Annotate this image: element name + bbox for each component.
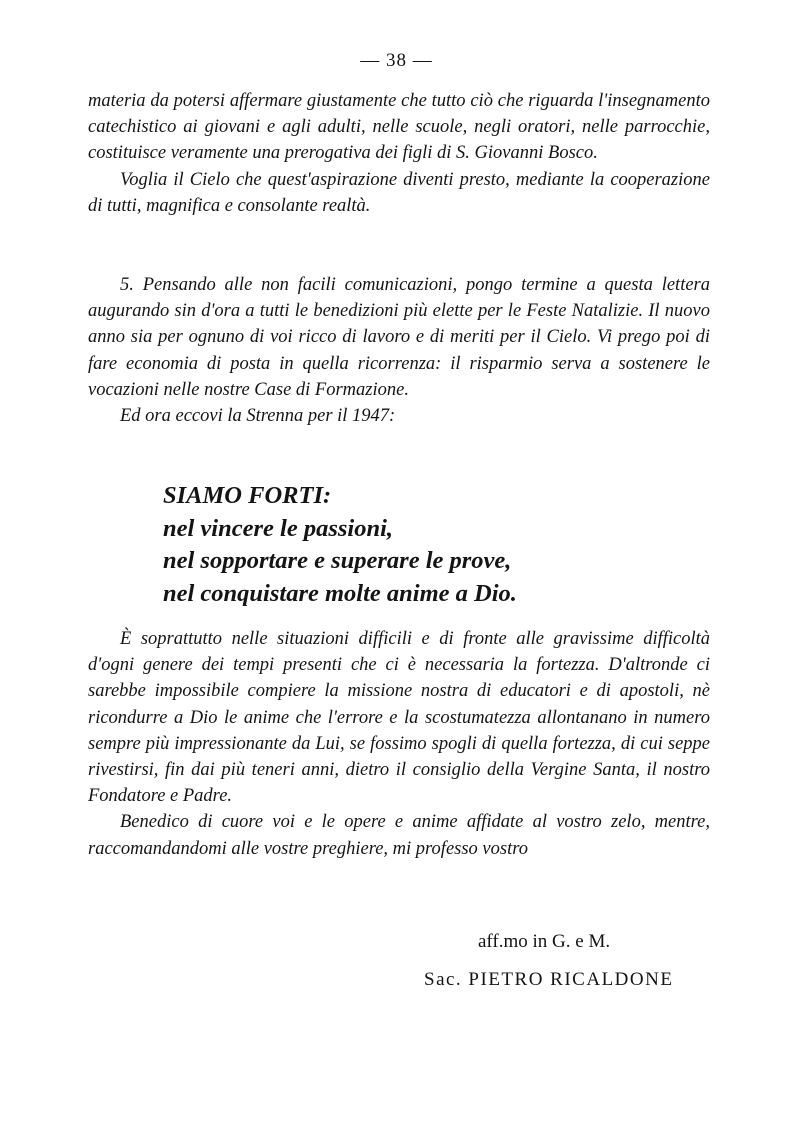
text-block-middle — [88, 272, 710, 429]
paragraph-strenna-intro: Ed ora eccovi la Strenna per il 1947: — [120, 406, 396, 427]
strenna-line-3: nel conquistare molte anime a Dio. — [163, 579, 517, 607]
paragraph-continuation: materia da potersi affermare giustamente che tutto ciò che riguarda l'insegnamento catechistico ai giovani e agli adulti, nelle scuole, negli oratori, nelle parrocchie, costituisce veramente una prerogativa dei figli di S. Giovanni Bosco. — [88, 91, 710, 164]
paragraph-fortezza: È soprattutto nelle situazioni difficili e di fronte alle gravissime difficoltà d'ogni genere dei tempi presenti che ci è necessaria la fortezza. D'altronde ci sarebbe impossibile compiere la missione nostra di educatori e di apostoli, nè ricondurre a Dio le anime che l'errore e la scostumatezza allontanano in numero sempre più impressionante da Lui, se fossimo spogli di quella fortezza, di cui seppe rivestirsi, fin dai più teneri anni, dietro il consiglio della Vergine Santa, il nostro Fondatore e Padre. — [88, 629, 710, 807]
signature-name: Sac. PIETRO RICALDONE — [424, 969, 674, 990]
text-block-bottom — [88, 626, 710, 862]
paragraph-blessing: Benedico di cuore voi e le opere e anime affidate al vostro zelo, mentre, raccomandandomi alle vostre preghiere, mi professo vostro — [88, 812, 710, 859]
strenna-line-2: nel sopportare e superare le prove, — [163, 547, 512, 574]
strenna-motto — [163, 480, 517, 610]
page-number: — 38 — — [360, 50, 433, 71]
paragraph-point-5: 5. Pensando alle non facili comunicazioni, pongo termine a questa lettera augurando sin d'ora a tutti le benedizioni più elette per le Feste Natalizie. Il nuovo anno sia per ognuno di voi ricco di lavoro e di meriti per il Cielo. Vi prego poi di fare economia di posta in quella ricorrenza: il risparmio serva a sostenere le vocazioni nelle nostre Case di Formazione. — [88, 275, 710, 400]
paragraph-aspiration: Voglia il Cielo che quest'aspirazione diventi presto, mediante la cooperazione di tutti, magnifica e consolante realtà. — [88, 169, 710, 216]
strenna-title: SIAMO FORTI: — [163, 482, 332, 509]
strenna-line-1: nel vincere le passioni, — [163, 514, 394, 542]
signature-closing: aff.mo in G. e M. — [478, 931, 611, 952]
text-block-top — [88, 88, 710, 219]
